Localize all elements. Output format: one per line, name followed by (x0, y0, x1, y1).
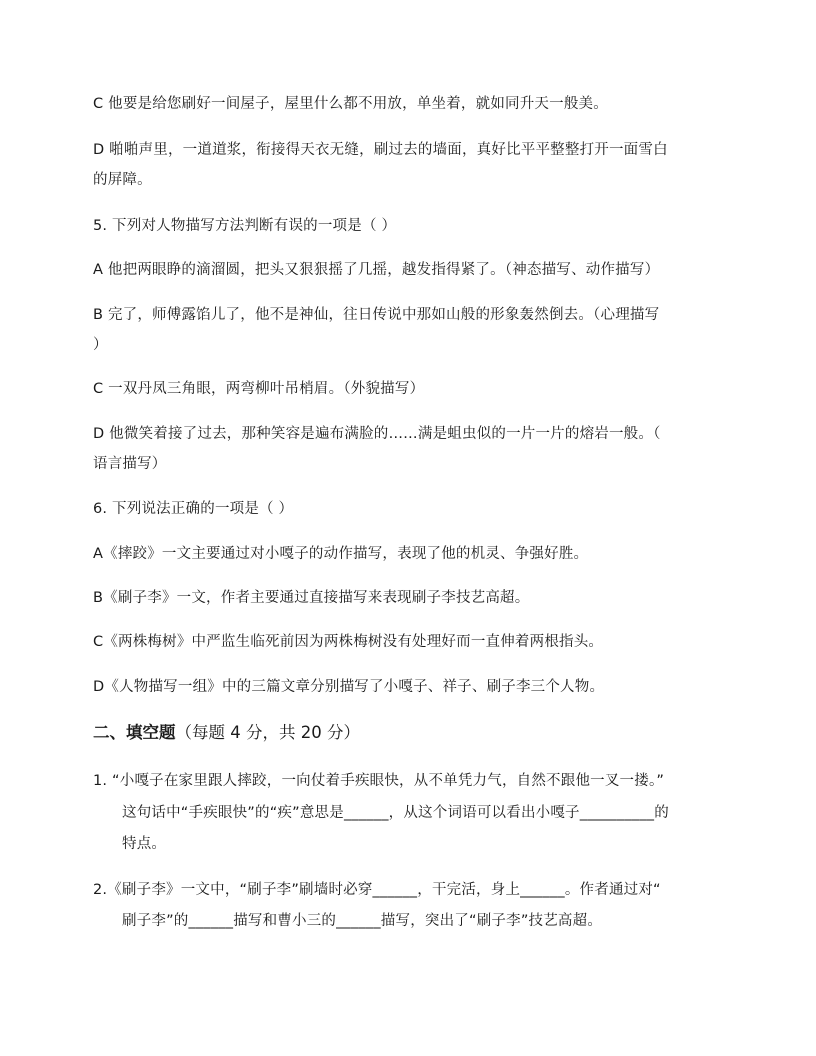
section-title: 二、填空题 (93, 723, 176, 742)
q5-option-d-cont: 语言描写） (93, 456, 167, 472)
q6-option-d: D《人物描写一组》中的三篇文章分别描写了小嘎子、祥子、刷子李三个人物。 (93, 679, 605, 695)
option-c-line: C 他要是给您刷好一间屋子，屋里什么都不用放，单坐着，就如同升天一般美。 (93, 96, 608, 112)
question-6: 6. 下列说法正确的一项是（ ） (93, 501, 294, 517)
fill-question-1: 1. “小嘎子在家里跟人摔跤，一向仗着手疾眼快，从不单凭力气，自然不跟他一叉一搂。” (93, 773, 665, 789)
fill-question-1-cont: 这句话中“手疾眼快”的“疾”意思是______，从这个词语可以看出小嘎子__________的 (122, 805, 669, 821)
q5-option-b-cont: ） (93, 337, 108, 353)
q5-option-c: C 一双丹凤三角眼，两弯柳叶吊梢眉。（外貌描写） (93, 381, 425, 397)
fill-question-2-cont: 刷子李”的______描写和曹小三的______描写，突出了“刷子李”技艺高超。 (122, 913, 603, 929)
section-heading (93, 722, 360, 744)
q5-option-a: A 他把两眼睁的滴溜圆，把头又狠狠摇了几摇，越发指得紧了。（神态描写、动作描写） (93, 262, 660, 278)
q6-option-a: A《摔跤》一文主要通过对小嘎子的动作描写，表现了他的机灵、争强好胜。 (93, 546, 589, 562)
fill-question-2: 2.《刷子李》一文中，“刷子李”刷墙时必穿______，干完活，身上______。作者通过对“ (93, 882, 661, 898)
section-note: （每题 4 分，共 20 分） (175, 723, 360, 742)
q6-option-b: B《刷子李》一文，作者主要通过直接描写来表现刷子李技艺高超。 (93, 590, 530, 606)
question-5: 5. 下列对人物描写方法判断有误的一项是（ ） (93, 218, 397, 234)
option-d-line-cont: 的屏障。 (93, 172, 152, 188)
q5-option-d: D 他微笑着接了过去，那种笑容是遍布满脸的……满是蛆虫似的一片一片的熔岩一般。（ (93, 426, 661, 442)
q6-option-c: C《两株梅树》中严监生临死前因为两株梅树没有处理好而一直伸着两根指头。 (93, 634, 604, 650)
fill-question-1-cont2: 特点。 (122, 836, 167, 852)
option-d-line: D 啪啪声里，一道道浆，衔接得天衣无缝，刷过去的墙面，真好比平平整整打开一面雪白 (93, 142, 668, 158)
q5-option-b: B 完了，师傅露馅儿了，他不是神仙，往日传说中那如山般的形象轰然倒去。（心理描写 (93, 307, 660, 323)
